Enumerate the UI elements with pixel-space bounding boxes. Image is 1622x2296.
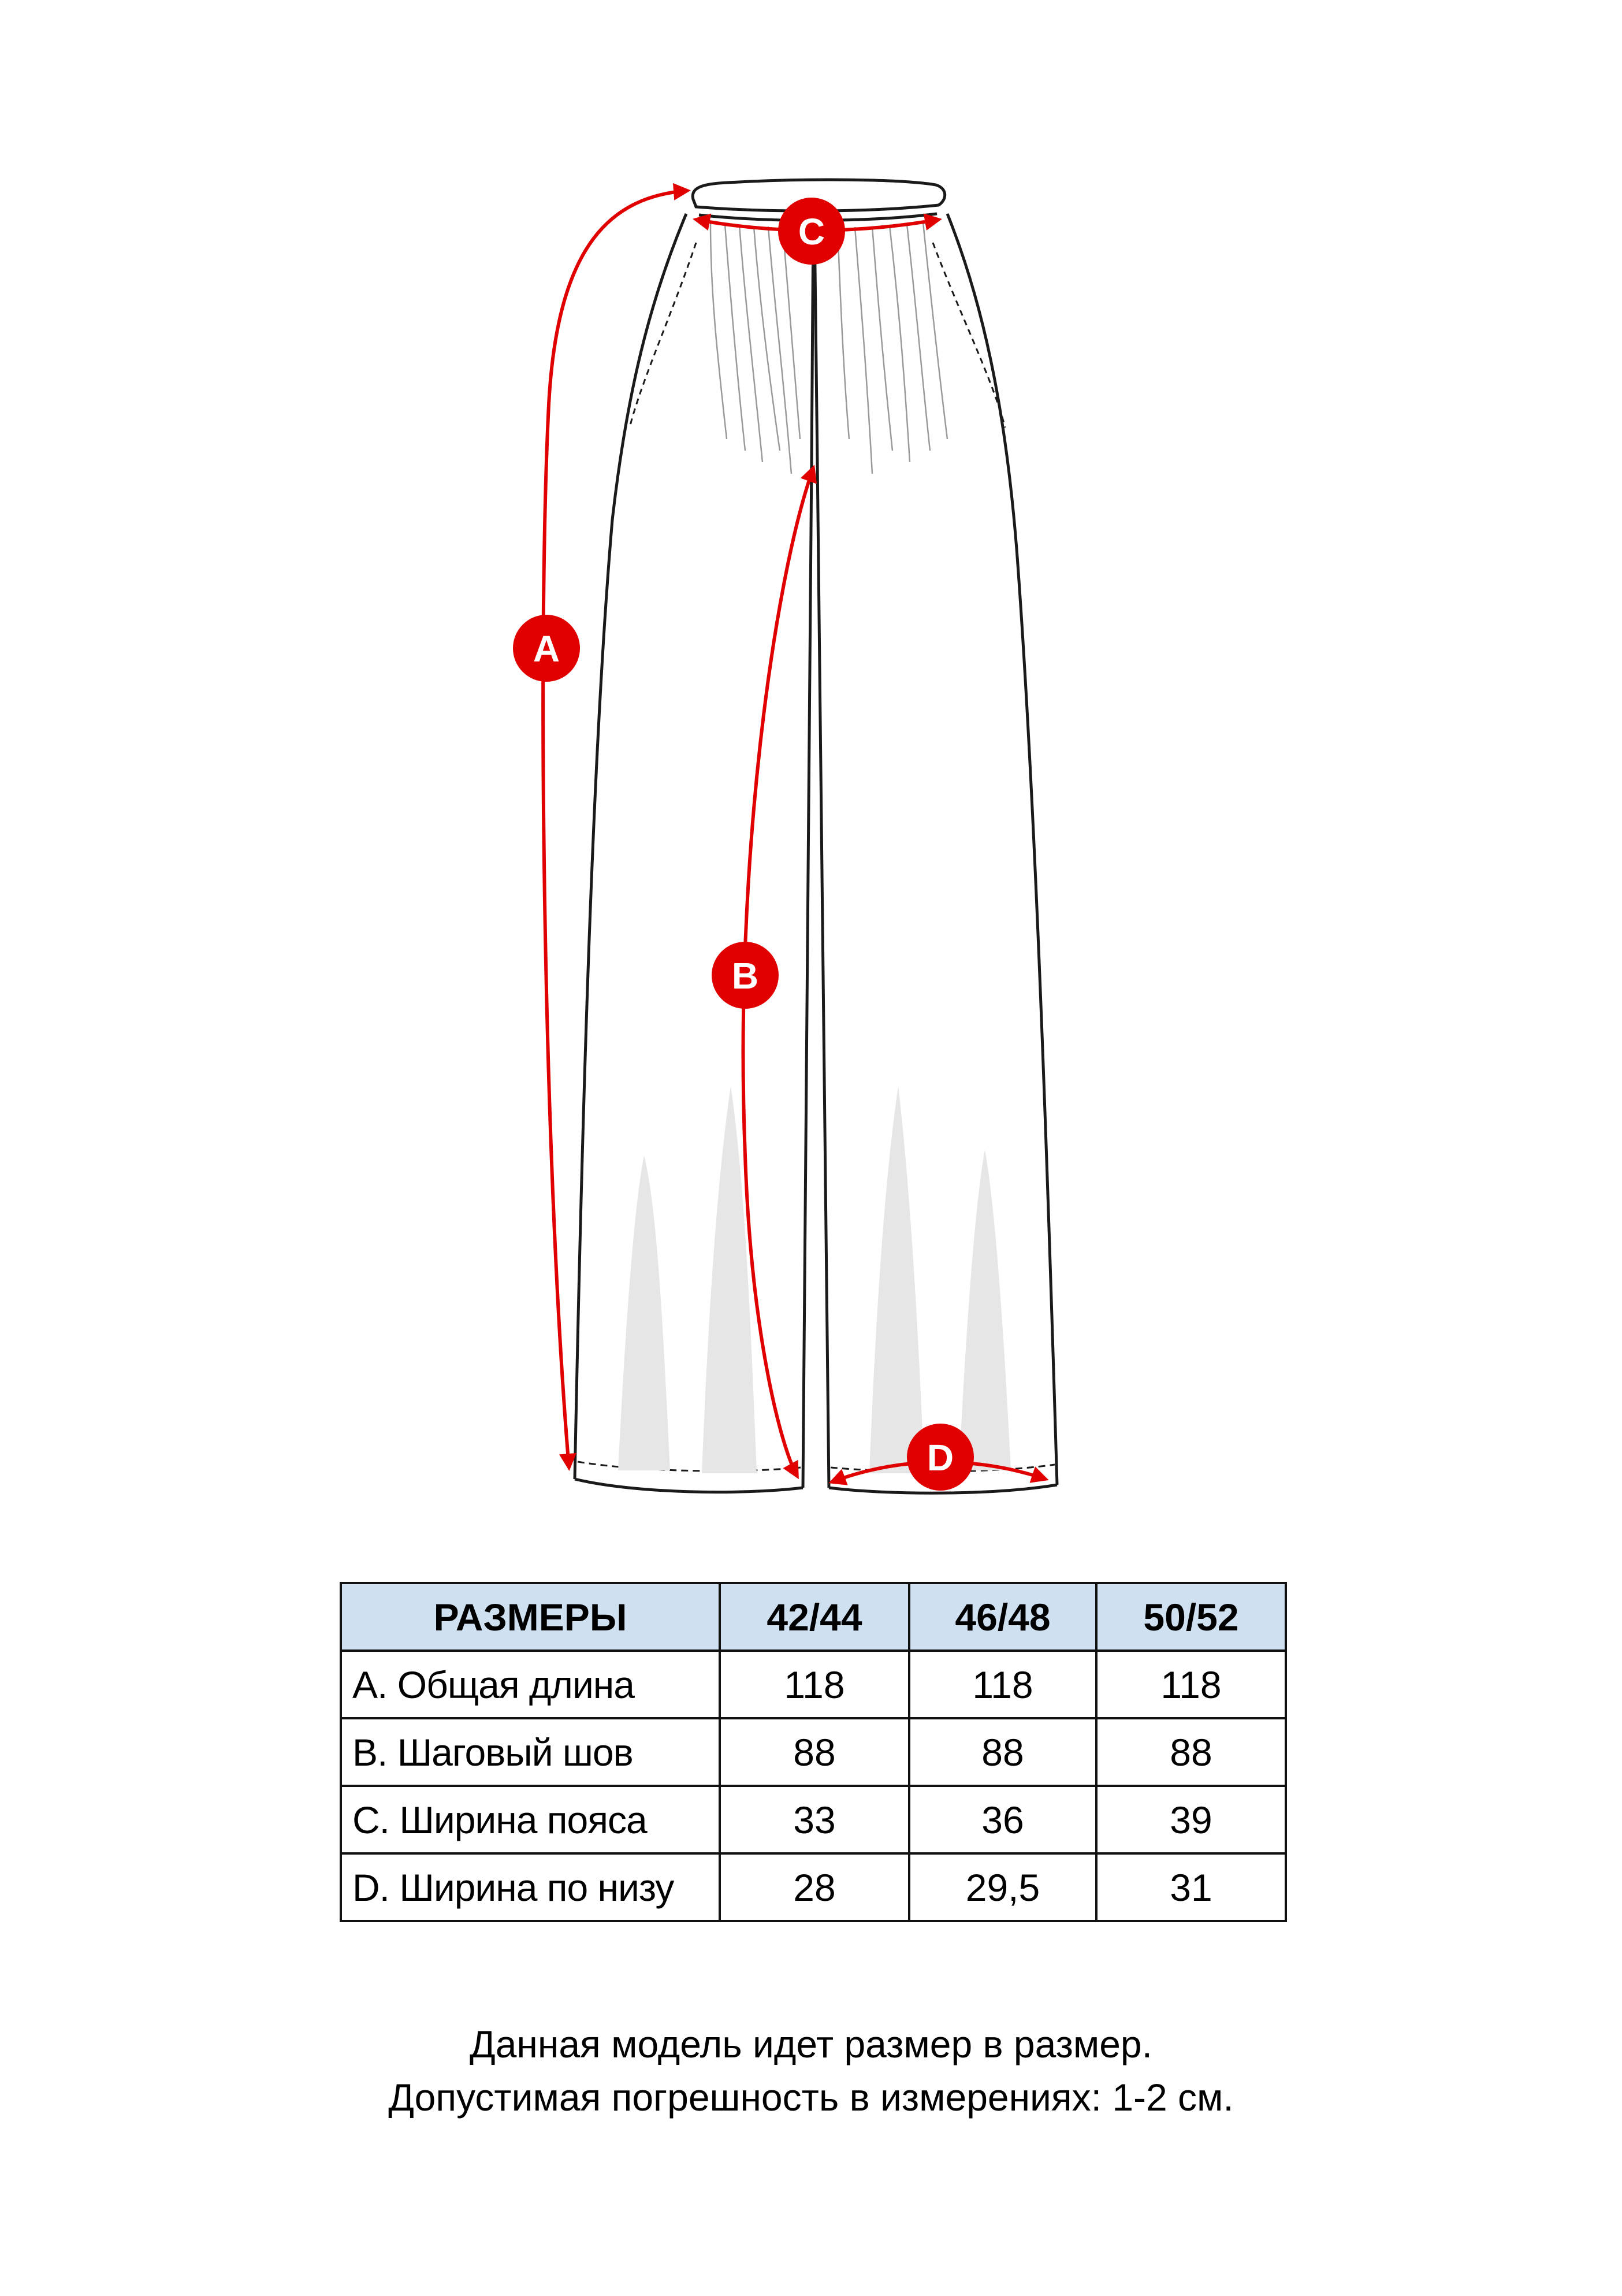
- marker-c: [778, 198, 845, 265]
- row-label-total-length: A. Общая длина: [341, 1651, 720, 1718]
- table-cell: 28: [720, 1853, 909, 1921]
- header-size-50-52: 50/52: [1096, 1583, 1286, 1651]
- table-row: [341, 1718, 1286, 1786]
- table-cell: 118: [909, 1651, 1096, 1718]
- table-cell: 88: [720, 1718, 909, 1786]
- table-cell: 36: [909, 1786, 1096, 1853]
- row-label-waist-width: C. Ширина пояса: [341, 1786, 720, 1853]
- table-cell: 39: [1096, 1786, 1286, 1853]
- table-row: [341, 1651, 1286, 1718]
- waist-gathers: [710, 222, 947, 474]
- table-cell: 33: [720, 1786, 909, 1853]
- header-size-46-48: 46/48: [909, 1583, 1096, 1651]
- size-table: [340, 1582, 1287, 1922]
- svg-text:D: D: [927, 1437, 954, 1478]
- fit-note-line-1: Данная модель идет размер в размер.: [470, 2023, 1152, 2065]
- svg-text:A: A: [533, 628, 560, 670]
- table-cell: 31: [1096, 1853, 1286, 1921]
- header-sizes: РАЗМЕРЫ: [341, 1583, 720, 1651]
- marker-b: [712, 942, 779, 1009]
- fit-note: [0, 2018, 1622, 2124]
- table-cell: 88: [1096, 1718, 1286, 1786]
- table-header-row: [341, 1583, 1286, 1651]
- fold-shading: [618, 1086, 1011, 1473]
- table-cell: 118: [1096, 1651, 1286, 1718]
- header-size-42-44: 42/44: [720, 1583, 909, 1651]
- table-cell: 29,5: [909, 1853, 1096, 1921]
- fit-note-line-2: Допустимая погрешность в измерениях: 1-2 см.: [388, 2076, 1234, 2119]
- table-row: [341, 1853, 1286, 1921]
- svg-text:C: C: [798, 211, 825, 252]
- table-row: [341, 1786, 1286, 1853]
- row-label-hem-width: D. Ширина по низу: [341, 1853, 720, 1921]
- measure-line-a: [543, 191, 687, 1467]
- table-cell: 118: [720, 1651, 909, 1718]
- marker-a: [513, 615, 580, 682]
- svg-text:B: B: [731, 955, 759, 997]
- row-label-inseam: B. Шаговый шов: [341, 1718, 720, 1786]
- marker-d: [907, 1424, 974, 1491]
- table-cell: 88: [909, 1718, 1096, 1786]
